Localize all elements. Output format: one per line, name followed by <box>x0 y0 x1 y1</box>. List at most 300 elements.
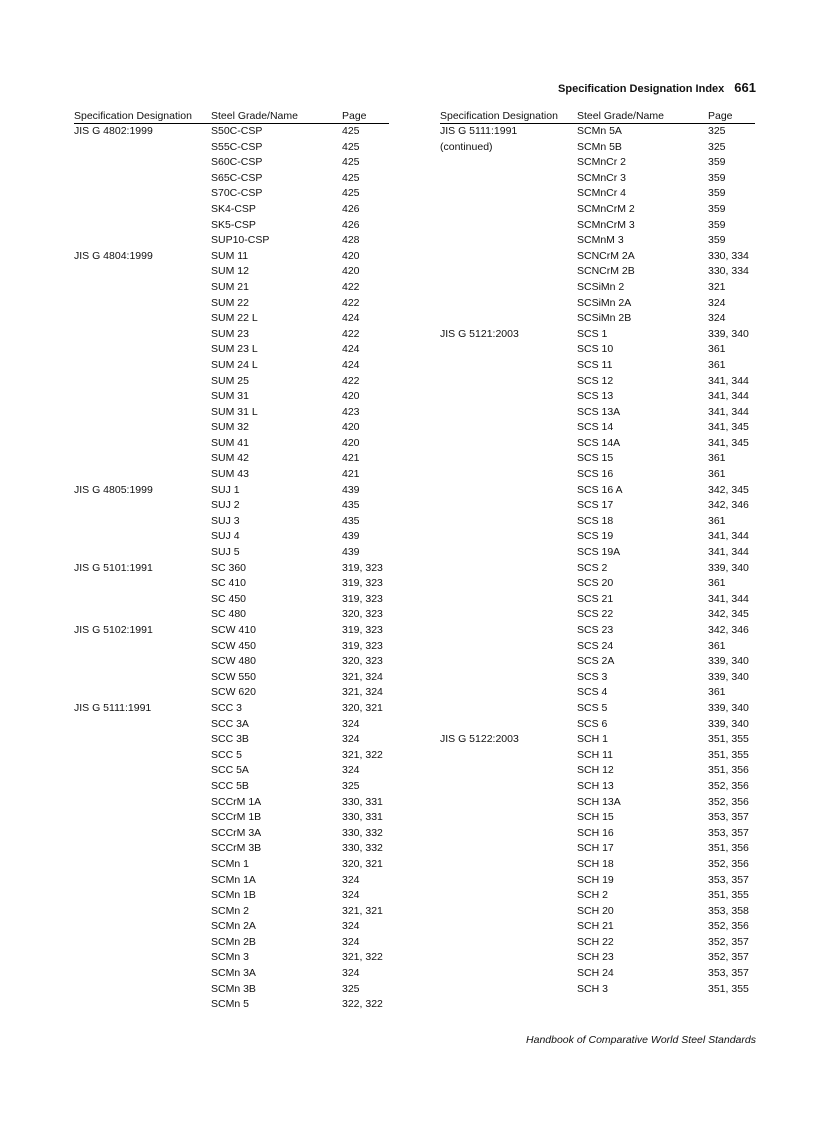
spec-cell <box>440 810 577 826</box>
page-cell: 324 <box>342 764 360 777</box>
page-cell: 339, 340 <box>708 717 749 730</box>
index-row <box>440 218 755 234</box>
index-row <box>440 950 755 966</box>
page-cell: 425 <box>342 140 360 153</box>
spec-cell <box>74 140 211 156</box>
grade-cell: SCS 14 <box>577 421 614 434</box>
spec-cell <box>74 374 211 390</box>
spec-cell <box>74 966 211 982</box>
page-cell: 361 <box>708 686 726 699</box>
spec-cell <box>74 420 211 436</box>
page-cell: 339, 340 <box>708 670 749 683</box>
index-row <box>440 545 755 561</box>
page-cell: 361 <box>708 468 726 481</box>
spec-cell <box>74 654 211 670</box>
grade-cell: SCH 17 <box>577 842 614 855</box>
page-cell: 420 <box>342 436 360 449</box>
grade-cell: SCMn 5A <box>577 125 622 137</box>
spec-cell <box>74 607 211 623</box>
page-cell: 321 <box>708 280 726 293</box>
spec-cell <box>74 685 211 701</box>
index-row <box>440 186 755 202</box>
grade-cell: SCS 19 <box>577 530 614 543</box>
page-cell: 422 <box>342 327 360 340</box>
spec-cell <box>74 514 211 530</box>
page-cell: 339, 340 <box>708 561 749 574</box>
column-header-row <box>74 106 389 124</box>
page-cell: 359 <box>708 234 726 247</box>
spec-cell <box>74 904 211 920</box>
index-row <box>74 857 389 873</box>
index-row <box>440 841 755 857</box>
spec-cell <box>440 218 577 234</box>
grade-cell: SCS 14A <box>577 436 621 449</box>
page-cell: 425 <box>342 125 360 137</box>
grade-cell: SCCrM 1A <box>211 795 262 808</box>
index-row <box>74 155 389 171</box>
spec-cell: JIS G 5111:1991 <box>440 125 518 137</box>
spec-cell <box>74 186 211 202</box>
page-number: 661 <box>734 80 756 95</box>
page-cell: 361 <box>708 452 726 465</box>
grade-cell: SUM 41 <box>211 436 249 449</box>
index-row <box>440 639 755 655</box>
grade-cell: SCH 21 <box>577 920 614 933</box>
grade-cell: SCC 3B <box>211 733 249 746</box>
spec-cell <box>74 218 211 234</box>
page-cell: 322, 322 <box>342 998 383 1011</box>
spec-cell: JIS G 5122:2003 <box>440 733 519 746</box>
index-row <box>440 296 755 312</box>
grade-cell: SCS 19A <box>577 546 621 559</box>
spec-cell <box>440 685 577 701</box>
spec-cell <box>74 436 211 452</box>
grade-cell: SUM 11 <box>211 249 249 262</box>
spec-cell <box>74 233 211 249</box>
grade-cell: SUM 22 <box>211 296 249 309</box>
page-cell: 342, 346 <box>708 499 749 512</box>
spec-cell <box>74 763 211 779</box>
grade-cell: SCNCrM 2A <box>577 249 635 262</box>
index-row <box>440 498 755 514</box>
grade-cell: SCW 450 <box>211 639 256 652</box>
spec-cell <box>440 670 577 686</box>
grade-cell: SCS 23 <box>577 624 614 636</box>
grade-cell: SCS 4 <box>577 686 608 699</box>
page-cell: 351, 355 <box>708 733 749 746</box>
grade-cell: SCS 3 <box>577 670 608 683</box>
index-row <box>440 623 755 639</box>
grade-cell: SUJ 2 <box>211 499 240 512</box>
spec-cell <box>440 389 577 405</box>
spec-cell <box>74 327 211 343</box>
grade-cell: SCC 5A <box>211 764 249 777</box>
grade-cell: SCMn 1A <box>211 873 256 886</box>
grade-cell: SCCrM 1B <box>211 811 262 824</box>
page-cell: 324 <box>342 889 360 902</box>
grade-cell: S55C-CSP <box>211 140 263 153</box>
index-row <box>74 389 389 405</box>
index-row <box>74 233 389 249</box>
spec-cell <box>440 576 577 592</box>
spec-cell <box>74 296 211 312</box>
grade-cell: SCMn 1B <box>211 889 256 902</box>
column-header-grade: Steel Grade/Name <box>577 110 664 122</box>
index-row <box>440 810 755 826</box>
page-cell: 361 <box>708 639 726 652</box>
index-row <box>440 311 755 327</box>
grade-cell: SUM 32 <box>211 421 249 434</box>
grade-cell: SCS 13 <box>577 390 614 403</box>
page-cell: 324 <box>342 733 360 746</box>
index-row <box>74 140 389 156</box>
page-cell: 361 <box>708 577 726 590</box>
grade-cell: SCMnCr 3 <box>577 171 627 184</box>
spec-cell <box>440 561 577 577</box>
index-row <box>440 919 755 935</box>
grade-cell: SCSiMn 2B <box>577 312 632 325</box>
page-cell: 359 <box>708 187 726 200</box>
spec-cell <box>440 296 577 312</box>
page-cell: 319, 323 <box>342 561 383 574</box>
grade-cell: SCS 1 <box>577 327 608 340</box>
index-row <box>440 685 755 701</box>
index-row <box>440 140 755 156</box>
page-cell: 330, 332 <box>342 842 383 855</box>
page-cell: 341, 344 <box>708 530 749 543</box>
spec-cell <box>440 311 577 327</box>
spec-cell <box>74 935 211 951</box>
grade-cell: SCS 11 <box>577 358 613 371</box>
index-row <box>440 436 755 452</box>
grade-cell: SCH 13A <box>577 795 621 808</box>
index-row <box>74 701 389 717</box>
page-cell: 428 <box>342 234 360 247</box>
page-cell: 341, 345 <box>708 421 749 434</box>
grade-cell: SCCrM 3B <box>211 842 262 855</box>
index-rows-left <box>74 124 389 1013</box>
index-row <box>440 467 755 483</box>
grade-cell: SCMnM 3 <box>577 234 624 247</box>
grade-cell: SCS 17 <box>577 499 614 512</box>
index-row <box>74 623 389 639</box>
page-cell: 351, 355 <box>708 748 749 761</box>
index-row <box>440 732 755 748</box>
index-row <box>440 249 755 265</box>
grade-cell: SCH 19 <box>577 873 614 886</box>
index-row <box>440 327 755 343</box>
index-row <box>440 888 755 904</box>
spec-cell <box>440 982 577 998</box>
index-row <box>74 264 389 280</box>
spec-cell: JIS G 4805:1999 <box>74 483 153 496</box>
spec-cell <box>440 498 577 514</box>
page-cell: 325 <box>708 125 726 137</box>
spec-cell <box>440 623 577 639</box>
grade-cell: SUM 12 <box>211 265 249 278</box>
page-cell: 439 <box>342 546 360 559</box>
spec-cell <box>74 529 211 545</box>
grade-cell: SCH 24 <box>577 967 614 980</box>
page-cell: 330, 334 <box>708 249 749 262</box>
grade-cell: SCS 5 <box>577 701 608 714</box>
spec-cell <box>440 155 577 171</box>
grade-cell: SUJ 5 <box>211 546 240 559</box>
index-row <box>74 982 389 998</box>
page-cell: 352, 356 <box>708 857 749 870</box>
index-row <box>74 904 389 920</box>
grade-cell: S50C-CSP <box>211 125 263 137</box>
page-cell: 352, 357 <box>708 951 749 964</box>
grade-cell: SCCrM 3A <box>211 826 262 839</box>
spec-cell <box>74 202 211 218</box>
grade-cell: SCC 5B <box>211 779 249 792</box>
page-cell: 424 <box>342 358 360 371</box>
index-row <box>74 654 389 670</box>
page-cell: 439 <box>342 483 360 496</box>
grade-cell: SCH 18 <box>577 857 614 870</box>
index-column-left <box>74 106 389 1013</box>
grade-cell: SCC 5 <box>211 748 242 761</box>
spec-cell <box>440 202 577 218</box>
grade-cell: SUM 42 <box>211 452 249 465</box>
page-cell: 351, 355 <box>708 889 749 902</box>
grade-cell: SCSiMn 2A <box>577 296 632 309</box>
grade-cell: SCH 2 <box>577 889 608 902</box>
page-cell: 321, 322 <box>342 748 383 761</box>
spec-cell: JIS G 4804:1999 <box>74 249 153 262</box>
page-cell: 324 <box>708 296 726 309</box>
grade-cell: SCS 22 <box>577 608 614 621</box>
page-cell: 420 <box>342 390 360 403</box>
spec-cell <box>74 498 211 514</box>
grade-cell: SUM 43 <box>211 468 249 481</box>
grade-cell: SCMn 3 <box>211 951 249 964</box>
page-cell: 321, 322 <box>342 951 383 964</box>
spec-cell <box>74 405 211 421</box>
page-cell: 339, 340 <box>708 701 749 714</box>
spec-cell: JIS G 4802:1999 <box>74 125 153 137</box>
spec-cell <box>74 888 211 904</box>
spec-cell <box>440 358 577 374</box>
grade-cell: SCH 15 <box>577 811 614 824</box>
grade-cell: SCW 410 <box>211 624 256 636</box>
index-row <box>74 218 389 234</box>
page-cell: 330, 331 <box>342 811 383 824</box>
grade-cell: SCH 11 <box>577 748 613 761</box>
grade-cell: SCMn 1 <box>211 857 249 870</box>
spec-cell <box>440 950 577 966</box>
index-row <box>74 810 389 826</box>
index-row <box>74 514 389 530</box>
page-cell: 321, 324 <box>342 670 383 683</box>
grade-cell: SCMn 5 <box>211 998 249 1011</box>
grade-cell: SUM 25 <box>211 374 249 387</box>
index-row <box>440 670 755 686</box>
index-row <box>440 405 755 421</box>
grade-cell: SCMnCrM 2 <box>577 202 635 215</box>
page-cell: 324 <box>342 935 360 948</box>
page-cell: 421 <box>342 468 360 481</box>
grade-cell: SUM 31 L <box>211 405 258 418</box>
index-column-right <box>440 106 755 997</box>
page-cell: 420 <box>342 265 360 278</box>
page-cell: 359 <box>708 218 726 231</box>
page-cell: 425 <box>342 187 360 200</box>
spec-cell <box>440 545 577 561</box>
index-row <box>74 639 389 655</box>
grade-cell: S70C-CSP <box>211 187 263 200</box>
page-cell: 351, 356 <box>708 842 749 855</box>
index-row <box>74 311 389 327</box>
page-cell: 324 <box>342 873 360 886</box>
spec-cell <box>440 888 577 904</box>
spec-cell <box>440 171 577 187</box>
page-cell: 353, 357 <box>708 811 749 824</box>
spec-cell <box>440 935 577 951</box>
index-row <box>74 935 389 951</box>
spec-cell <box>440 249 577 265</box>
index-row <box>74 685 389 701</box>
index-row <box>440 607 755 623</box>
page-cell: 342, 345 <box>708 483 749 496</box>
index-row <box>74 873 389 889</box>
page-cell: 324 <box>342 967 360 980</box>
index-row <box>440 966 755 982</box>
index-row <box>440 654 755 670</box>
index-row <box>440 795 755 811</box>
grade-cell: SCS 24 <box>577 639 614 652</box>
grade-cell: SC 360 <box>211 561 247 574</box>
spec-cell <box>74 342 211 358</box>
grade-cell: SUM 31 <box>211 390 249 403</box>
grade-cell: SCS 12 <box>577 374 614 387</box>
spec-cell <box>74 467 211 483</box>
spec-cell <box>440 233 577 249</box>
grade-cell: SCS 10 <box>577 343 614 356</box>
spec-cell <box>440 514 577 530</box>
grade-cell: SCMnCrM 3 <box>577 218 635 231</box>
page-cell: 425 <box>342 171 360 184</box>
grade-cell: SK4-CSP <box>211 202 256 215</box>
column-header-row <box>440 106 755 124</box>
index-row <box>74 545 389 561</box>
index-row <box>74 186 389 202</box>
grade-cell: SCH 1 <box>577 733 608 746</box>
page-cell: 320, 323 <box>342 655 383 668</box>
index-row <box>440 779 755 795</box>
spec-cell <box>74 873 211 889</box>
spec-cell <box>74 748 211 764</box>
grade-cell: SCS 15 <box>577 452 614 465</box>
spec-cell <box>440 717 577 733</box>
spec-cell <box>74 311 211 327</box>
grade-cell: SCSiMn 2 <box>577 280 625 293</box>
page-cell: 351, 355 <box>708 982 749 995</box>
page-cell: 330, 331 <box>342 795 383 808</box>
grade-cell: SCS 13A <box>577 405 621 418</box>
page-cell: 423 <box>342 405 360 418</box>
index-row <box>440 389 755 405</box>
spec-cell <box>440 841 577 857</box>
grade-cell: SUP10-CSP <box>211 234 270 247</box>
grade-cell: SCH 12 <box>577 764 614 777</box>
spec-cell <box>74 717 211 733</box>
index-row <box>440 171 755 187</box>
index-row <box>440 763 755 779</box>
index-row <box>74 171 389 187</box>
page-cell: 320, 323 <box>342 608 383 621</box>
page-cell: 352, 356 <box>708 920 749 933</box>
index-row <box>440 717 755 733</box>
grade-cell: SUJ 1 <box>211 483 240 496</box>
page-cell: 421 <box>342 452 360 465</box>
spec-cell <box>440 264 577 280</box>
grade-cell: SCS 20 <box>577 577 614 590</box>
spec-cell <box>440 592 577 608</box>
page-cell: 341, 344 <box>708 405 749 418</box>
page-cell: 321, 321 <box>342 904 383 917</box>
index-row <box>440 358 755 374</box>
spec-cell <box>440 186 577 202</box>
column-header-spec: Specification Designation <box>440 110 558 122</box>
running-footer: Handbook of Comparative World Steel Standards <box>526 1034 756 1046</box>
index-row <box>74 124 389 140</box>
index-row <box>74 919 389 935</box>
running-header-title: Specification Designation Index <box>558 83 725 95</box>
grade-cell: SCMn 5B <box>577 140 622 153</box>
spec-cell <box>74 576 211 592</box>
page-cell: 325 <box>708 140 726 153</box>
page-cell: 439 <box>342 530 360 543</box>
index-row <box>440 202 755 218</box>
spec-cell <box>440 342 577 358</box>
page-cell: 353, 357 <box>708 826 749 839</box>
index-rows-right <box>440 124 755 997</box>
page-cell: 324 <box>342 920 360 933</box>
page-cell: 435 <box>342 499 360 512</box>
spec-cell <box>74 841 211 857</box>
grade-cell: SCW 620 <box>211 686 256 699</box>
spec-cell <box>74 950 211 966</box>
page-cell: 353, 358 <box>708 904 749 917</box>
index-row <box>74 561 389 577</box>
spec-cell <box>440 280 577 296</box>
index-row <box>440 592 755 608</box>
spec-cell: (continued) <box>440 140 493 153</box>
index-row <box>74 592 389 608</box>
grade-cell: SUM 23 L <box>211 343 258 356</box>
index-row <box>440 155 755 171</box>
index-row <box>74 966 389 982</box>
page-cell: 420 <box>342 249 360 262</box>
index-row <box>74 607 389 623</box>
page-cell: 325 <box>342 779 360 792</box>
spec-cell <box>440 436 577 452</box>
grade-cell: SCC 3 <box>211 701 242 714</box>
grade-cell: SUM 24 L <box>211 358 258 371</box>
spec-cell <box>440 374 577 390</box>
column-header-grade: Steel Grade/Name <box>211 110 298 122</box>
index-row <box>440 233 755 249</box>
page-cell: 341, 344 <box>708 592 749 605</box>
page-cell: 426 <box>342 218 360 231</box>
index-row <box>440 451 755 467</box>
index-row <box>74 467 389 483</box>
index-row <box>440 857 755 873</box>
spec-cell <box>440 795 577 811</box>
grade-cell: SUM 22 L <box>211 312 258 325</box>
